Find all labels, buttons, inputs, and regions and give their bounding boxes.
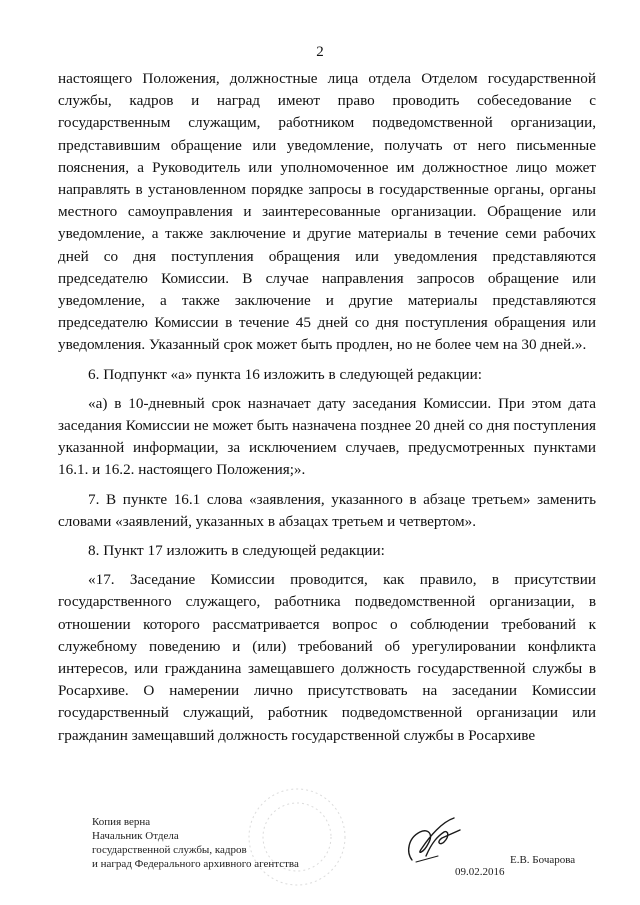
document-body (58, 68, 596, 754)
certification-block (92, 815, 299, 871)
paragraph-item-8: 8. Пункт 17 изложить в следующей редакции: (88, 542, 385, 560)
page-number: 2 (316, 44, 324, 60)
certification-date: 09.02.2016 (455, 866, 505, 878)
paragraph-item-6: 6. Подпункт «а» пункта 16 изложить в следующей редакции: (88, 365, 482, 383)
paragraph-item-7: 7. В пункте 16.1 слова «заявления, указанного в абзаце третьем» заменить словами «заявлений, указанных в абзацах третьем и четвертом». (58, 490, 596, 530)
position-line-1: Начальник Отдела (92, 830, 179, 842)
paragraph-quote-16a: «а) в 10-дневный срок назначает дату заседания Комиссии. При этом дата заседания Комиссии не может быть назначена позднее 20 дней со дня поступления указанной информации, за исключением случаев, предусмотренных пунктами 16.1. и 16.2. настоящего Положения;». (58, 394, 596, 479)
position-line-3: и наград Федерального архивного агентства (92, 858, 299, 870)
position-line-2: государственной службы, кадров (92, 844, 247, 856)
copy-certified-label: Копия верна (92, 816, 151, 828)
signer-name: Е.В. Бочарова (510, 854, 576, 866)
handwritten-signature (398, 812, 468, 868)
paragraph-quote-17: «17. Заседание Комиссии проводится, как правило, в присутствии государственного служащего, работника подведомственной организации, в отношении которого рассматривается вопрос о соблюдении требований к служебному поведению и (или) требований об урегулировании конфликта интересов, или гражданина замещавшего должность государственной службы в Росархиве. О намерении лично присутствовать на заседании Комиссии государственный служащий, работник подведомственной организации или гражданин замещавший должность государственной службы в Росархиве (58, 571, 596, 744)
paragraph-continuation: настоящего Положения, должностные лица отдела Отделом государственной службы, кадров и наград имеют право проводить собеседование с государственным служащим, работником подведомственной организации, представившим обращение или уведомление, получать от него письменные пояснения, а Руководитель или уполномоченное им должностное лицо может направлять в установленном порядке запросы в государственные органы, органы местного самоуправления и заинтересованные организации. Обращение или уведомление, а также заключение и другие материалы в течение семи рабочих дней со дня поступления обращения или уведомления представляются председателю Комиссии. В случае направления запросов обращение или уведомление, а также заключение и другие материалы представляются председателю Комиссии в течение 45 дней со дня поступления обращения или уведомления. Указанный срок может быть продлен, но не более чем на 30 дней.». (58, 70, 596, 354)
